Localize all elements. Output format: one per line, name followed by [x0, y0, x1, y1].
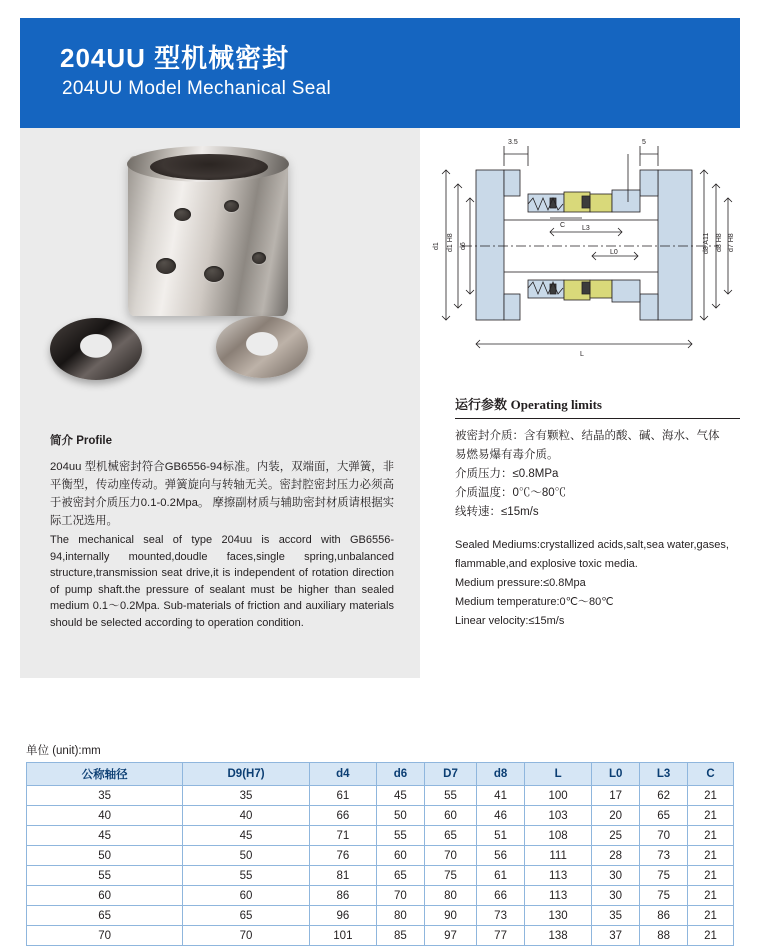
table-cell: 81	[309, 866, 376, 886]
profile-heading: 简介 Profile	[50, 435, 112, 447]
column-header: d6	[376, 763, 424, 786]
table-cell: 17	[592, 786, 640, 806]
product-photo	[20, 128, 420, 408]
svg-text:d6: d6	[460, 242, 467, 250]
column-header: L3	[640, 763, 688, 786]
operating-limits-section	[455, 394, 740, 631]
table-row	[27, 826, 734, 846]
table-cell: 35	[592, 906, 640, 926]
limits-en-line: Sealed Mediums:crystallized acids,salt,sea water,gases,	[455, 539, 729, 551]
table-cell: 46	[477, 806, 525, 826]
table-cell: 55	[376, 826, 424, 846]
table-cell: 86	[640, 906, 688, 926]
table-cell: 70	[376, 886, 424, 906]
limits-en-line: Linear velocity:≤15m/s	[455, 615, 565, 627]
table-cell: 70	[424, 846, 476, 866]
table-cell: 138	[525, 926, 592, 946]
table-cell: 25	[592, 826, 640, 846]
table-cell: 21	[688, 786, 734, 806]
column-header: L	[525, 763, 592, 786]
table-cell: 21	[688, 926, 734, 946]
table-row	[27, 846, 734, 866]
table-cell: 90	[424, 906, 476, 926]
table-cell: 66	[309, 806, 376, 826]
table-cell: 70	[27, 926, 183, 946]
column-header: C	[688, 763, 734, 786]
table-cell: 65	[376, 866, 424, 886]
table-cell: 55	[424, 786, 476, 806]
table-cell: 75	[640, 886, 688, 906]
column-header: 公称轴径	[27, 763, 183, 786]
svg-text:L0: L0	[610, 249, 618, 256]
table-cell: 30	[592, 866, 640, 886]
svg-text:d8 A11: d8 A11	[703, 232, 710, 254]
operating-limits-title-en: Operating limits	[510, 397, 602, 412]
table-row	[27, 806, 734, 826]
svg-text:5: 5	[642, 139, 646, 146]
table-cell: 21	[688, 906, 734, 926]
housing-hole	[174, 208, 191, 221]
table-cell: 61	[309, 786, 376, 806]
table-cell: 65	[424, 826, 476, 846]
table-cell: 35	[183, 786, 310, 806]
table-cell: 85	[376, 926, 424, 946]
housing-hole	[156, 258, 176, 274]
column-header: d8	[477, 763, 525, 786]
table-cell: 77	[477, 926, 525, 946]
table-cell: 30	[592, 886, 640, 906]
svg-text:d1: d1	[433, 242, 440, 250]
housing-hole	[204, 266, 224, 282]
table-cell: 21	[688, 886, 734, 906]
table-cell: 60	[424, 806, 476, 826]
limits-text-cn	[455, 427, 740, 522]
table-cell: 71	[309, 826, 376, 846]
svg-text:d8 H8: d8 H8	[716, 233, 723, 252]
table-cell: 60	[27, 886, 183, 906]
table-cell: 66	[477, 886, 525, 906]
limits-en-line: flammable,and explosive toxic media.	[455, 558, 638, 570]
table-cell: 20	[592, 806, 640, 826]
table-cell: 96	[309, 906, 376, 926]
table-cell: 55	[27, 866, 183, 886]
table-cell: 111	[525, 846, 592, 866]
table-cell: 113	[525, 886, 592, 906]
table-cell: 75	[424, 866, 476, 886]
limits-cn-line: 介质压力：≤0.8MPa	[455, 468, 559, 480]
operating-limits-heading	[455, 394, 740, 418]
table-cell: 21	[688, 846, 734, 866]
table-cell: 40	[27, 806, 183, 826]
unit-label: 单位 (unit):mm	[26, 745, 101, 757]
table-cell: 76	[309, 846, 376, 866]
housing-hole	[224, 200, 239, 212]
seal-housing-image	[128, 156, 288, 316]
table-cell: 45	[27, 826, 183, 846]
table-cell: 55	[183, 866, 310, 886]
table-cell: 113	[525, 866, 592, 886]
operating-limits-title-cn: 运行参数	[455, 397, 508, 412]
seal-ring-metal-image	[216, 316, 308, 378]
svg-text:d1 H8: d1 H8	[447, 233, 454, 252]
table-cell: 41	[477, 786, 525, 806]
seal-bore	[150, 154, 268, 180]
table-cell: 88	[640, 926, 688, 946]
limits-cn-line: 易燃易爆有毒介质。	[455, 449, 559, 461]
table-cell: 100	[525, 786, 592, 806]
table-cell: 86	[309, 886, 376, 906]
table-row	[27, 786, 734, 806]
table-cell: 70	[183, 926, 310, 946]
table-cell: 60	[183, 886, 310, 906]
table-cell: 62	[640, 786, 688, 806]
limits-en-line: Medium pressure:≤0.8Mpa	[455, 577, 586, 589]
table-cell: 60	[376, 846, 424, 866]
table-cell: 56	[477, 846, 525, 866]
table-cell: 70	[640, 826, 688, 846]
table-cell: 80	[376, 906, 424, 926]
table-cell: 75	[640, 866, 688, 886]
table-cell: 21	[688, 806, 734, 826]
seal-cross-section-svg	[432, 132, 740, 372]
svg-text:C: C	[560, 222, 566, 229]
table-row	[27, 866, 734, 886]
profile-text-cn: 204uu 型机械密封符合GB6556-94标准。内装，双端面，大弹簧，非平衡型，传动座传动。弹簧旋向与转轴无关。密封腔密封压力必须高于被密封介质压力0.1-0.2Mpa。 摩擦副材质与辅助密封材质请根据实际工况选用。	[50, 461, 394, 527]
svg-text:d7 H8: d7 H8	[728, 233, 735, 252]
product-info-panel	[20, 128, 420, 678]
table-cell: 35	[27, 786, 183, 806]
table-cell: 108	[525, 826, 592, 846]
table-cell: 65	[27, 906, 183, 926]
svg-text:3.5: 3.5	[508, 139, 518, 146]
table-cell: 21	[688, 866, 734, 886]
svg-text:L3: L3	[582, 225, 590, 232]
table-cell: 40	[183, 806, 310, 826]
svg-text:L: L	[580, 351, 584, 358]
divider	[455, 418, 740, 419]
table-cell: 45	[376, 786, 424, 806]
table-cell: 28	[592, 846, 640, 866]
limits-en-line: Medium temperature:0℃～80℃	[455, 596, 614, 608]
table-cell: 65	[640, 806, 688, 826]
table-cell: 73	[477, 906, 525, 926]
column-header: D7	[424, 763, 476, 786]
limits-cn-line: 线转速：≤15m/s	[455, 506, 539, 518]
table-row	[27, 926, 734, 946]
dimensions-table	[26, 762, 734, 946]
table-cell: 45	[183, 826, 310, 846]
table-cell: 51	[477, 826, 525, 846]
table-cell: 73	[640, 846, 688, 866]
page-header	[20, 18, 740, 128]
page-title-en: 204UU Model Mechanical Seal	[62, 78, 331, 99]
table-cell: 101	[309, 926, 376, 946]
column-header: L0	[592, 763, 640, 786]
table-cell: 103	[525, 806, 592, 826]
table-cell: 21	[688, 826, 734, 846]
page-title-cn: 204UU 型机械密封	[60, 43, 290, 73]
table-cell: 50	[183, 846, 310, 866]
limits-cn-line: 被密封介质：含有颗粒、结晶的酸、碱、海水、气体	[455, 430, 720, 442]
housing-hole	[252, 252, 266, 264]
profile-text-en: The mechanical seal of type 204uu is accord with GB6556-94,internally mounted,doudle faces,single spring,unbalanced structure,transmission seat drive,it is independent of rotation direction of pump shaft.the pressure of sealant must be higher than sealed medium 0.1～0.2Mpa. Sub-materials of friction and auxiliary materials should be selected according to operation condition.	[50, 534, 394, 629]
column-header: D9(H7)	[183, 763, 310, 786]
table-cell: 97	[424, 926, 476, 946]
column-header: d4	[309, 763, 376, 786]
table-cell: 61	[477, 866, 525, 886]
table-cell: 80	[424, 886, 476, 906]
table-cell: 65	[183, 906, 310, 926]
table-cell: 130	[525, 906, 592, 926]
limits-cn-line: 介质温度：0℃～80℃	[455, 487, 567, 499]
table-cell: 50	[376, 806, 424, 826]
table-header-row	[27, 763, 734, 786]
table-row	[27, 886, 734, 906]
table-cell: 37	[592, 926, 640, 946]
seal-ring-black-image	[50, 318, 142, 380]
technical-drawing	[432, 132, 740, 372]
limits-text-en	[455, 536, 740, 631]
table-cell: 50	[27, 846, 183, 866]
table-row	[27, 906, 734, 926]
